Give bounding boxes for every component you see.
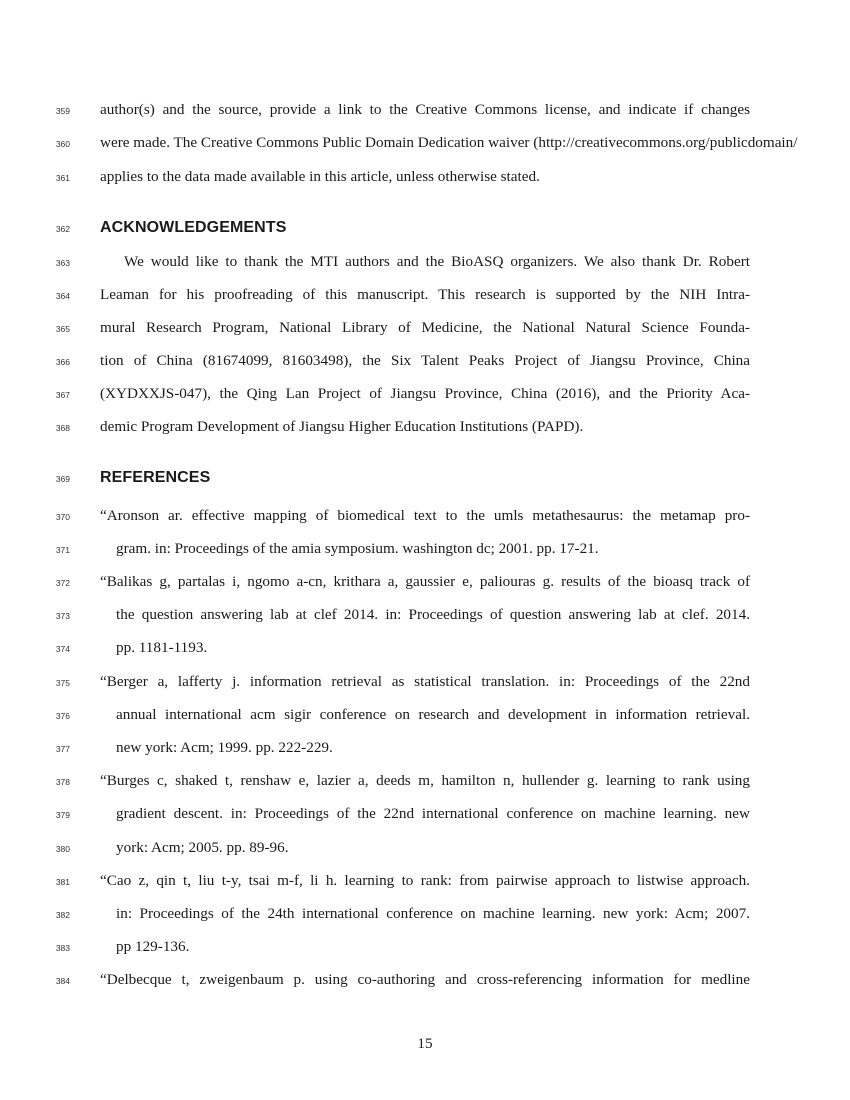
body-line xyxy=(0,253,850,286)
line-number: 360 xyxy=(55,139,70,149)
body-line xyxy=(0,352,850,385)
reference-line xyxy=(0,507,850,540)
body-line xyxy=(0,168,850,201)
body-text: Leaman for his proofreading of this manuscript. This research is supported by the NIH Intra- xyxy=(100,286,750,303)
reference-line xyxy=(0,540,850,573)
body-text: author(s) and the source, provide a link to the Creative Commons license, and indicate if changes xyxy=(100,101,750,118)
reference-line xyxy=(0,905,850,938)
reference-line xyxy=(0,872,850,905)
body-line xyxy=(0,101,850,134)
reference-text: york: Acm; 2005. pp. 89-96. xyxy=(116,839,289,856)
line-number: 363 xyxy=(55,258,70,268)
line-number: 375 xyxy=(55,678,70,688)
reference-text: “Cao z, qin t, liu t-y, tsai m-f, li h. learning to rank: from pairwise approach to listwise approach. xyxy=(100,872,750,889)
reference-text: “Berger a, lafferty j. information retrieval as statistical translation. in: Proceedings of the 22nd xyxy=(100,673,750,690)
line-number: 377 xyxy=(55,744,70,754)
line-number: 381 xyxy=(55,877,70,887)
line-number: 365 xyxy=(55,324,70,334)
line-number: 370 xyxy=(55,512,70,522)
reference-text: “Balikas g, partalas i, ngomo a-cn, krithara a, gaussier e, paliouras g. results of the bioasq track of xyxy=(100,573,750,590)
line-number: 364 xyxy=(55,291,70,301)
line-number: 361 xyxy=(55,173,70,183)
page-number: 15 xyxy=(417,1035,433,1052)
section-heading-line xyxy=(0,219,850,252)
reference-text: gram. in: Proceedings of the amia symposium. washington dc; 2001. pp. 17-21. xyxy=(116,540,599,557)
acknowledgements-heading: ACKNOWLEDGEMENTS xyxy=(100,219,287,236)
body-text: We would like to thank the MTI authors and the BioASQ organizers. We also thank Dr. Robert xyxy=(124,253,750,270)
body-line xyxy=(0,286,850,319)
reference-line xyxy=(0,971,850,1004)
reference-text: “Burges c, shaked t, renshaw e, lazier a, deeds m, hamilton n, hullender g. learning to rank using xyxy=(100,772,750,789)
body-line xyxy=(0,418,850,451)
reference-line xyxy=(0,639,850,672)
reference-text: new york: Acm; 1999. pp. 222-229. xyxy=(116,739,333,756)
line-number: 362 xyxy=(55,224,70,234)
reference-line xyxy=(0,673,850,706)
reference-line xyxy=(0,839,850,872)
body-text: demic Program Development of Jiangsu Higher Education Institutions (PAPD). xyxy=(100,418,584,435)
body-line xyxy=(0,385,850,418)
line-number: 378 xyxy=(55,777,70,787)
line-number: 374 xyxy=(55,644,70,654)
reference-text: the question answering lab at clef 2014. in: Proceedings of question answering lab at clef. 2014. xyxy=(116,606,750,623)
reference-text: “Delbecque t, zweigenbaum p. using co-authoring and cross-referencing information for medline xyxy=(100,971,750,988)
line-number: 382 xyxy=(55,910,70,920)
line-number: 359 xyxy=(55,106,70,116)
reference-line xyxy=(0,805,850,838)
reference-text: pp 129-136. xyxy=(116,938,190,955)
line-number: 367 xyxy=(55,390,70,400)
reference-line xyxy=(0,739,850,772)
reference-line xyxy=(0,706,850,739)
body-text: were made. The Creative Commons Public Domain Dedication waiver (http://creativecommons.org/publicdomain/ xyxy=(100,134,798,151)
reference-line xyxy=(0,772,850,805)
body-line xyxy=(0,319,850,352)
body-text: mural Research Program, National Library of Medicine, the National Natural Science Founda- xyxy=(100,319,750,336)
line-number: 383 xyxy=(55,943,70,953)
reference-text: annual international acm sigir conference on research and development in information retrieval. xyxy=(116,706,750,723)
reference-text: pp. 1181-1193. xyxy=(116,639,208,656)
reference-text: in: Proceedings of the 24th international conference on machine learning. new york: Acm; 2007. xyxy=(116,905,750,922)
reference-line xyxy=(0,606,850,639)
body-text: (XYDXXJS-047), the Qing Lan Project of Jiangsu Province, China (2016), and the Priority Aca- xyxy=(100,385,750,402)
line-number: 368 xyxy=(55,423,70,433)
body-line xyxy=(0,134,850,167)
body-text: tion of China (81674099, 81603498), the Six Talent Peaks Project of Jiangsu Province, China xyxy=(100,352,750,369)
line-number: 372 xyxy=(55,578,70,588)
reference-text: gradient descent. in: Proceedings of the 22nd international conference on machine learning. new xyxy=(116,805,750,822)
line-number: 379 xyxy=(55,810,70,820)
references-heading: REFERENCES xyxy=(100,469,211,486)
line-number: 380 xyxy=(55,844,70,854)
line-number: 369 xyxy=(55,474,70,484)
section-heading-line xyxy=(0,469,850,502)
body-text: applies to the data made available in this article, unless otherwise stated. xyxy=(100,168,540,185)
reference-text: “Aronson ar. effective mapping of biomedical text to the umls metathesaurus: the metamap pro- xyxy=(100,507,750,524)
reference-line xyxy=(0,573,850,606)
line-number: 366 xyxy=(55,357,70,367)
line-number: 373 xyxy=(55,611,70,621)
line-number: 371 xyxy=(55,545,70,555)
line-number: 384 xyxy=(55,976,70,986)
line-number: 376 xyxy=(55,711,70,721)
reference-line xyxy=(0,938,850,971)
